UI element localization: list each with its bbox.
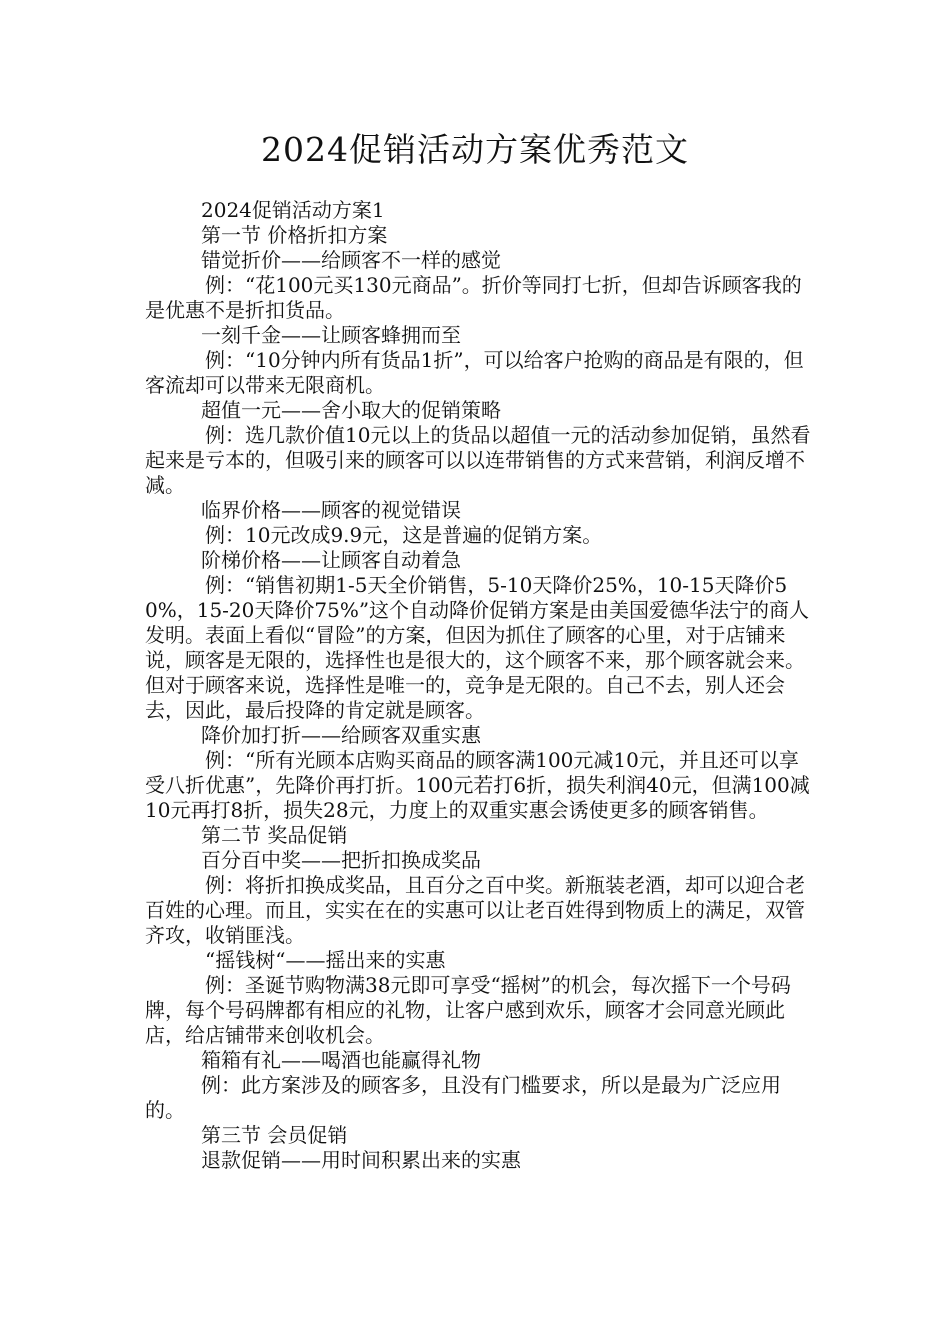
section-heading-1: 第一节 价格折扣方案 bbox=[201, 223, 388, 247]
example-paragraph: 例：此方案涉及的顾客多，且没有门槛要求，所以是最为广泛应用的。 bbox=[145, 1073, 781, 1122]
example-paragraph: 例：“10分钟内所有货品1折”，可以给客户抢购的商品是有限的，但客流却可以带来无限商机。 bbox=[145, 348, 804, 397]
example-paragraph: 例：“花100元买130元商品”。折价等同打七折，但却告诉顾客我的是优惠不是折扣货品。 bbox=[145, 273, 802, 322]
subheading: 错觉折价——给顾客不一样的感觉 bbox=[201, 248, 501, 272]
document-title: 2024促销活动方案优秀范文 bbox=[261, 130, 689, 169]
subheading: 临界价格——顾客的视觉错误 bbox=[201, 498, 461, 522]
subheading: 退款促销——用时间积累出来的实惠 bbox=[201, 1148, 521, 1172]
subheading: 一刻千金——让顾客蜂拥而至 bbox=[201, 323, 461, 347]
subheading: “摇钱树“——摇出来的实惠 bbox=[205, 948, 446, 972]
document-body bbox=[145, 198, 815, 1173]
subheading: 超值一元——舍小取大的促销策略 bbox=[201, 398, 501, 422]
section-heading-2: 第二节 奖品促销 bbox=[201, 823, 348, 847]
subheading: 箱箱有礼——喝酒也能赢得礼物 bbox=[201, 1048, 481, 1072]
example-paragraph: 例：10元改成9.9元，这是普遍的促销方案。 bbox=[205, 523, 603, 547]
example-paragraph: 例：圣诞节购物满38元即可享受“摇树”的机会，每次摇下一个号码牌，每个号码牌都有相应的礼物，让客户感到欢乐，顾客才会同意光顾此店，给店铺带来创收机会。 bbox=[145, 973, 791, 1047]
example-paragraph: 例：选几款价值10元以上的货品以超值一元的活动参加促销，虽然看起来是亏本的，但吸引来的顾客可以以连带销售的方式来营销，利润反增不减。 bbox=[145, 423, 811, 497]
subheading: 降价加打折——给顾客双重实惠 bbox=[201, 723, 481, 747]
subheading: 阶梯价格——让顾客自动着急 bbox=[201, 548, 461, 572]
section-heading-3: 第三节 会员促销 bbox=[201, 1123, 348, 1147]
paragraph-heading: 2024促销活动方案1 bbox=[201, 198, 385, 222]
example-paragraph: 例：“所有光顾本店购买商品的顾客满100元减10元，并且还可以享受八折优惠”，先降价再打折。100元若打6折，损失利润40元，但满100减10元再打8折，损失28元，力度上的双重实惠会诱使更多的顾客销售。 bbox=[145, 748, 810, 822]
subheading: 百分百中奖——把折扣换成奖品 bbox=[201, 848, 481, 872]
example-paragraph: 例：将折扣换成奖品，且百分之百中奖。新瓶装老酒，却可以迎合老百姓的心理。而且，实实在在的实惠可以让老百姓得到物质上的满足，双管齐攻，收销匪浅。 bbox=[145, 873, 805, 947]
example-paragraph: 例：“销售初期1-5天全价销售，5-10天降价25%，10-15天降价50%，15-20天降价75%”这个自动降价促销方案是由美国爱德华法宁的商人发明。表面上看似“冒险”的方案，但因为抓住了顾客的心里，对于店铺来说，顾客是无限的，选择性也是很大的，这个顾客不来，那个顾客就会来。但对于顾客来说，选择性是唯一的，竞争是无限的。自己不去，别人还会去，因此，最后投降的肯定就是顾客。 bbox=[145, 573, 810, 722]
